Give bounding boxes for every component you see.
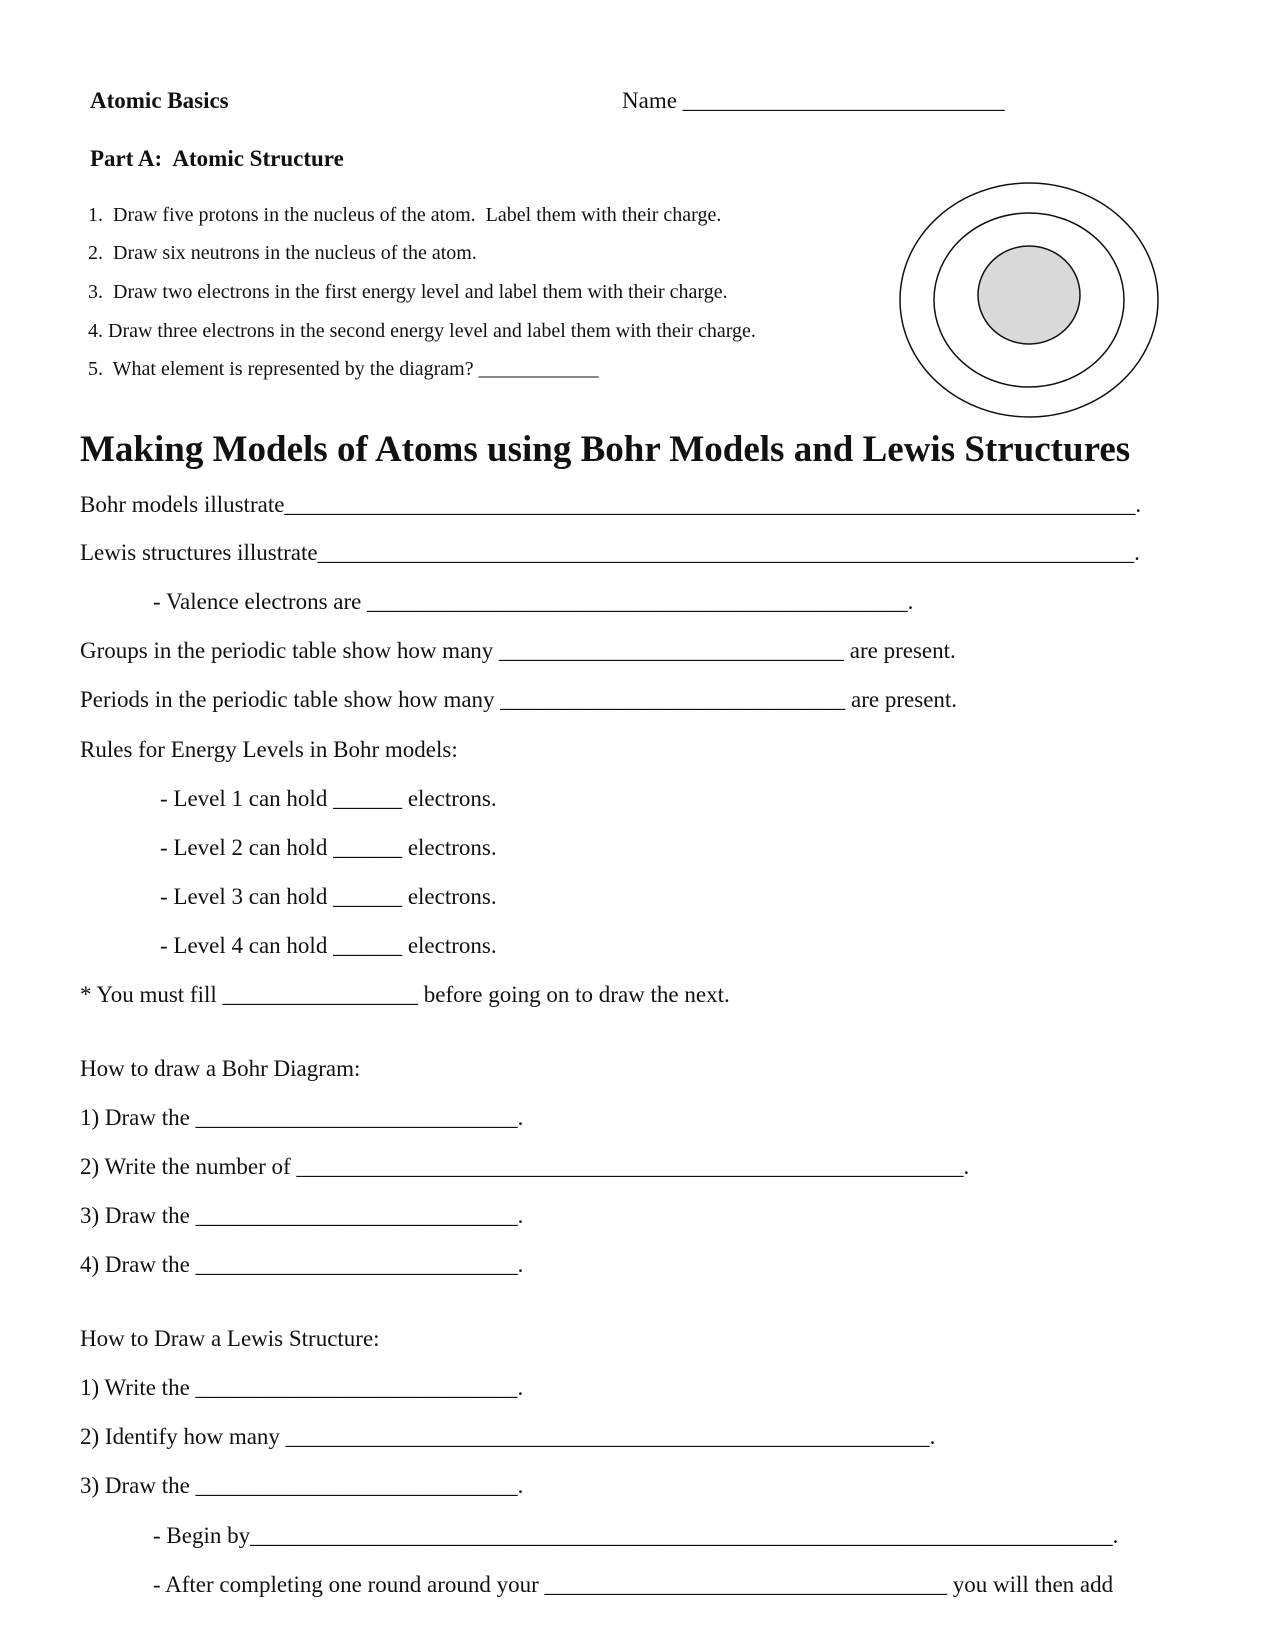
atom-diagram[interactable]	[897, 180, 1161, 420]
level-1-line[interactable]: - Level 1 can hold ______ electrons.	[160, 786, 497, 811]
name-field[interactable]: Name ____________________________	[622, 88, 1005, 113]
part-a-heading: Part A: Atomic Structure	[90, 146, 344, 171]
question-2: 2. Draw six neutrons in the nucleus of the atom.	[88, 242, 477, 264]
level-4-line[interactable]: - Level 4 can hold ______ electrons.	[160, 933, 497, 958]
bohr-step-4[interactable]: 4) Draw the ____________________________.	[80, 1252, 524, 1277]
valence-electrons-line[interactable]: - Valence electrons are _______________________________________________.	[153, 589, 914, 614]
section-heading: Making Models of Atoms using Bohr Models and Lewis Structures	[80, 429, 1131, 470]
lewis-step-1[interactable]: 1) Write the ____________________________.	[80, 1375, 524, 1400]
fill-rule-line[interactable]: * You must fill _________________ before going on to draw the next.	[80, 982, 730, 1007]
bohr-steps-heading: How to draw a Bohr Diagram:	[80, 1056, 361, 1081]
level-2-line[interactable]: - Level 2 can hold ______ electrons.	[160, 835, 497, 860]
bohr-step-2[interactable]: 2) Write the number of __________________________________________________________.	[80, 1154, 970, 1179]
question-1: 1. Draw five protons in the nucleus of the atom. Label them with their charge.	[88, 204, 722, 226]
energy-rules-heading: Rules for Energy Levels in Bohr models:	[80, 737, 458, 762]
worksheet-title: Atomic Basics	[90, 88, 229, 113]
bohr-models-line[interactable]: Bohr models illustrate__________________________________________________________________________.	[80, 492, 1142, 517]
groups-line[interactable]: Groups in the periodic table show how many ______________________________ are present.	[80, 638, 956, 663]
periods-line[interactable]: Periods in the periodic table show how many ______________________________ are present.	[80, 687, 958, 712]
question-4: 4. Draw three electrons in the second energy level and label them with their charge.	[88, 320, 756, 342]
lewis-begin-line[interactable]: - Begin by___________________________________________________________________________.	[153, 1523, 1119, 1548]
question-5[interactable]: 5. What element is represented by the diagram? ____________	[88, 358, 599, 380]
lewis-steps-heading: How to Draw a Lewis Structure:	[80, 1326, 380, 1351]
lewis-after-line[interactable]: - After completing one round around your ___________________________________ you will then add	[153, 1572, 1114, 1597]
question-3: 3. Draw two electrons in the first energy level and label them with their charge.	[88, 281, 728, 303]
lewis-step-2[interactable]: 2) Identify how many ________________________________________________________.	[80, 1424, 936, 1449]
bohr-step-1[interactable]: 1) Draw the ____________________________.	[80, 1105, 524, 1130]
level-3-line[interactable]: - Level 3 can hold ______ electrons.	[160, 884, 497, 909]
lewis-structures-line[interactable]: Lewis structures illustrate_______________________________________________________________________.	[80, 540, 1140, 565]
nucleus	[978, 246, 1080, 344]
lewis-step-3[interactable]: 3) Draw the ____________________________.	[80, 1473, 524, 1498]
bohr-step-3[interactable]: 3) Draw the ____________________________.	[80, 1203, 524, 1228]
